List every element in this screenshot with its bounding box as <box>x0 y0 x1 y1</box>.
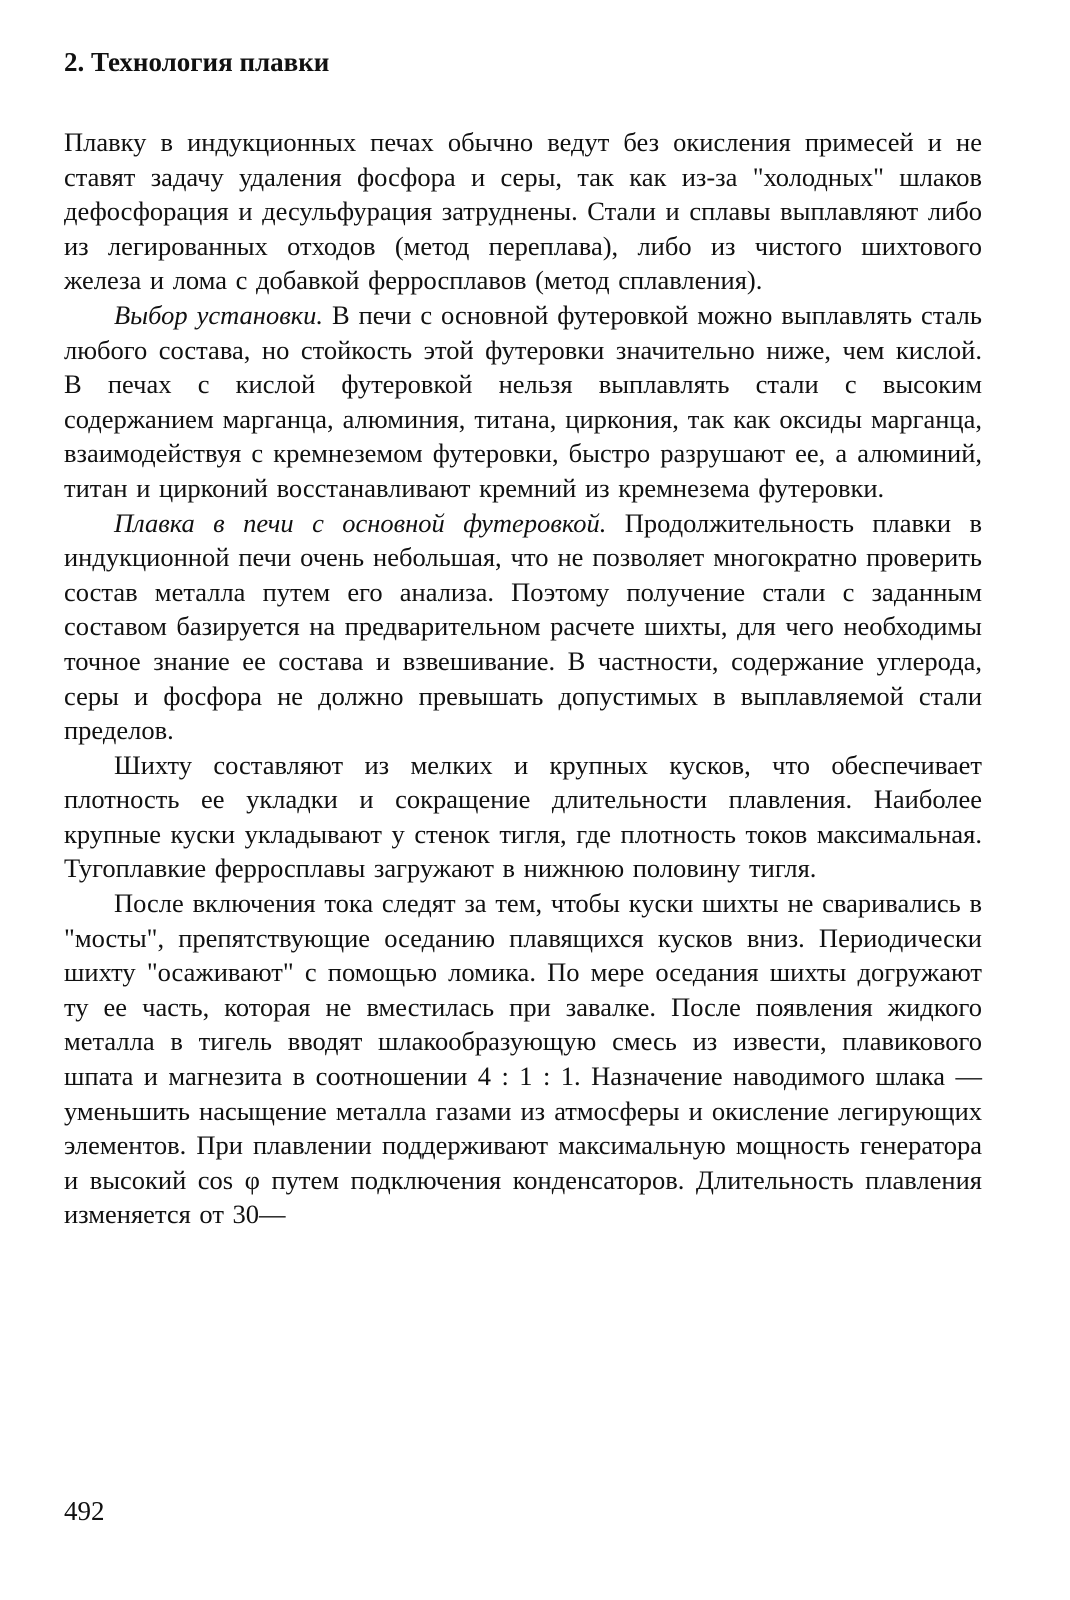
paragraph-1 <box>64 125 982 298</box>
paragraph-3-text: Продолжительность плавки в индукционной печи очень небольшая, что не позволяет многократно проверить состав металла путем его анализа. Поэтому получение стали с заданным составом базируется на предварительном расчете шихты, для чего необходимы точное знание ее состава и взвешивание. В частности, содержание углерода, серы и фосфора не должно превышать допустимых в выплавляемой стали пределов. <box>64 507 982 746</box>
paragraph-3 <box>64 506 982 748</box>
page-number: 492 <box>64 1496 105 1526</box>
paragraph-5-text: После включения тока следят за тем, чтобы куски шихты не сваривались в "мосты", препятствующие оседанию плавящихся кусков вниз. Периодически шихту "осаживают" с помощью ломика. По мере оседания шихты догружают ту ее часть, которая не вместилась при завалке. После появления жидкого металла в тигель вводят шлакообразующую смесь из извести, плавикового шпата и магнезита в соотношении 4 : 1 : 1. Назначение наводимого шлака — уменьшить насыщение металла газами из атмосферы и окисление легирующих элементов. При плавлении поддерживают максимальную мощность генератора и высокий cos φ путем подключения конденсаторов. Длительность плавления изменяется от 30— <box>64 888 982 1230</box>
paragraph-2 <box>64 298 982 506</box>
paragraph-1-text: Плавку в индукционных печах обычно ведут без окисления примесей и не ставят задачу удаления фосфора и серы, так как из-за "холодных" шлаков дефосфорация и десульфурация затруднены. Стали и сплавы выплавляют либо из легированных отходов (метод переплава), либо из чистого шихтового железа и лома с добавкой ферросплавов (метод сплавления). <box>64 127 982 296</box>
page-body <box>64 44 982 1232</box>
section-title: 2. Технология плавки <box>64 47 330 77</box>
paragraph-3-lead: Плавка в печи с основной футеровкой. <box>114 507 607 538</box>
paragraph-4-text: Шихту составляют из мелких и крупных кусков, что обеспечивает плотность ее укладки и сокращение длительности плавления. Наиболее крупные куски укладывают у стенок тигля, где плотность токов максимальная. Тугоплавкие ферросплавы загружают в нижнюю половину тигля. <box>64 749 982 884</box>
paragraph-2-lead: Выбор установки. <box>114 299 323 330</box>
paragraph-2-text: В печи с основной футеровкой можно выплавлять сталь любого состава, но стойкость этой футеровки значительно ниже, чем кислой. В печах с кислой футеровкой нельзя выплавлять стали с высоким содержанием марганца, алюминия, титана, циркония, так как оксиды марганца, взаимодействуя с кремнеземом футеровки, быстро разрушают ее, а алюминий, титан и цирконий восстанавливают кремний из кремнезема футеровки. <box>64 299 982 503</box>
paragraph-5 <box>64 886 982 1232</box>
paragraph-4 <box>64 748 982 886</box>
